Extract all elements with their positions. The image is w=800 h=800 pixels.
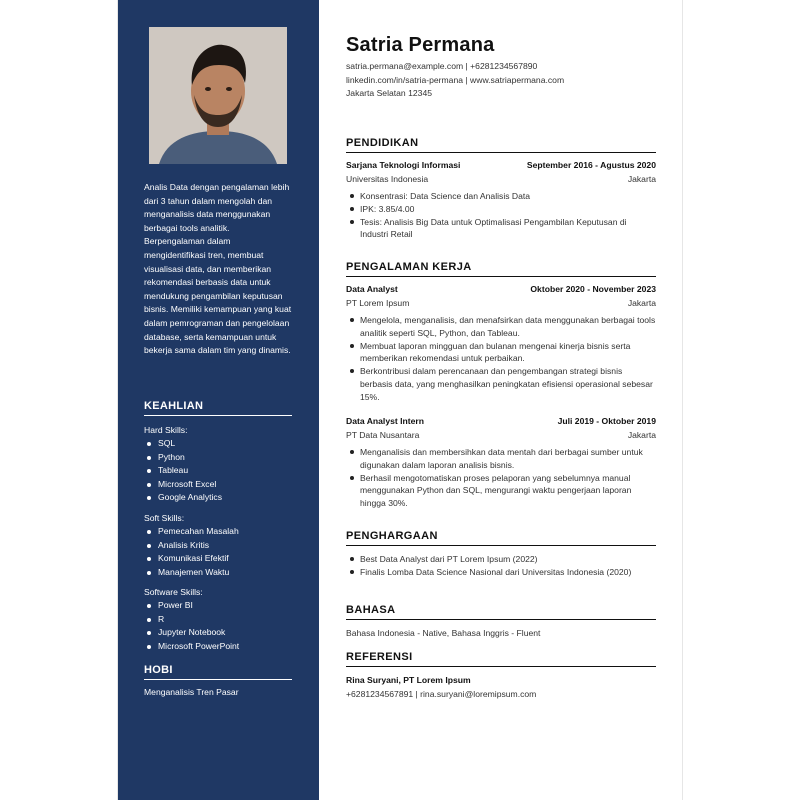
job-duties — [346, 314, 656, 404]
education-city: Jakarta — [627, 174, 656, 184]
degree: Sarjana Teknologi Informasi — [346, 160, 461, 170]
education-heading: PENDIDIKAN — [346, 137, 656, 153]
job-city: Jakarta — [627, 298, 656, 308]
hard-skills-label: Hard Skills: — [144, 425, 188, 435]
skill-item: Microsoft Excel — [158, 478, 294, 491]
job-company: PT Lorem Ipsum — [346, 298, 410, 308]
list-item: Konsentrasi: Data Science dan Analisis Data — [360, 190, 656, 203]
references-heading: REFERENSI — [346, 651, 656, 667]
job-period: Juli 2019 - Oktober 2019 — [557, 416, 656, 426]
skill-item: Power BI — [158, 599, 294, 612]
web-links: linkedin.com/in/satria-permana | www.satriapermana.com — [346, 74, 565, 85]
list-item: Membuat laporan mingguan dan bulanan mengenai kinerja bisnis serta memberikan rekomendasi untuk perbaikan. — [360, 340, 656, 366]
skill-item: R — [158, 613, 294, 626]
list-item: IPK: 3.85/4.00 — [360, 203, 656, 216]
skill-item: SQL — [158, 437, 294, 450]
job-title-row — [346, 416, 656, 426]
skill-item: Pemecahan Masalah — [158, 525, 294, 538]
skill-item: Jupyter Notebook — [158, 626, 294, 639]
languages-heading: BAHASA — [346, 604, 656, 620]
skill-item: Manajemen Waktu — [158, 566, 294, 579]
awards-heading: PENGHARGAAN — [346, 530, 656, 546]
profile-photo — [149, 27, 287, 164]
sidebar — [118, 0, 319, 800]
list-item: Best Data Analyst dari PT Lorem Ipsum (2022) — [360, 553, 656, 566]
job-company-row — [346, 430, 656, 440]
reference-contact: +6281234567891 | rina.suryani@loremipsum.com — [346, 689, 537, 699]
languages-text: Bahasa Indonesia - Native, Bahasa Inggris - Fluent — [346, 628, 541, 638]
skill-item: Microsoft PowerPoint — [158, 640, 294, 653]
email-phone: satria.permana@example.com | +6281234567890 — [346, 61, 538, 71]
contact-info — [346, 60, 564, 101]
skill-item: Python — [158, 451, 294, 464]
reference-name: Rina Suryani, PT Lorem Ipsum — [346, 675, 471, 685]
skill-item: Google Analytics — [158, 491, 294, 504]
hobby-text: Menganalisis Tren Pasar — [144, 687, 239, 697]
job-company-row — [346, 298, 656, 308]
software-skills-label: Software Skills: — [144, 587, 203, 597]
job-title-row — [346, 284, 656, 294]
hard-skills-group — [144, 424, 294, 504]
list-item: Berhasil mengotomatiskan proses pelaporan yang sebelumnya manual menggunakan Python dan SQL, mengurangi waktu pengerjaan laporan hingga 30%. — [360, 472, 656, 510]
candidate-name: Satria Permana — [346, 34, 495, 56]
education-period: September 2016 - Agustus 2020 — [526, 160, 656, 170]
skill-item: Analisis Kritis — [158, 539, 294, 552]
list-item: Finalis Lomba Data Science Nasional dari Universitas Indonesia (2020) — [360, 566, 656, 579]
soft-skills-label: Soft Skills: — [144, 513, 185, 523]
list-item: Berkontribusi dalam perencanaan dan pengembangan strategi bisnis berbasis data, yang menghasilkan peningkatan efisiensi operasional sebesar 15%. — [360, 365, 656, 403]
job-title: Data Analyst Intern — [346, 416, 424, 426]
education-details — [346, 190, 656, 241]
education-title-row — [346, 160, 656, 170]
skill-item: Tableau — [158, 464, 294, 477]
job-duties — [346, 446, 656, 510]
skills-heading: KEAHLIAN — [144, 400, 292, 416]
job-title: Data Analyst — [346, 284, 398, 294]
list-item: Mengelola, menganalisis, dan menafsirkan data menggunakan berbagai tools analitik seperti SQL, Python, dan Tableau. — [360, 315, 656, 338]
job-company: PT Data Nusantara — [346, 430, 420, 440]
list-item: Tesis: Analisis Big Data untuk Optimalisasi Pengambilan Keputusan di Industri Retail — [360, 216, 656, 242]
software-skills-group — [144, 586, 294, 653]
awards-list — [346, 553, 656, 579]
soft-skills-group — [144, 512, 294, 579]
skill-item: Komunikasi Efektif — [158, 552, 294, 565]
profile-summary: Analis Data dengan pengalaman lebih dari 3 tahun dalam mengolah dan menganalisis data menggunakan berbagai tools analitik. Berpengalaman dalam mengidentifikasi tren, membuat visualisasi data, dan memberikan rekomendasi berbasis data untuk mendukung pengambilan keputusan bisnis. Memiliki kemampuan yang kuat dalam pemrograman dan pengelolaan database, serta kemampuan untuk bekerja sama dalam tim yang dinamis. — [144, 182, 292, 356]
education-school-row — [346, 174, 656, 184]
school: Universitas Indonesia — [346, 174, 429, 184]
experience-heading: PENGALAMAN KERJA — [346, 261, 656, 277]
job-period: Oktober 2020 - November 2023 — [530, 284, 656, 294]
job-city: Jakarta — [627, 430, 656, 440]
hobby-heading: HOBI — [144, 664, 292, 680]
address: Jakarta Selatan 12345 — [346, 88, 433, 99]
list-item: Menganalisis dan membersihkan data mentah dari berbagai sumber untuk digunakan dalam laporan analisis bisnis. — [360, 446, 656, 472]
